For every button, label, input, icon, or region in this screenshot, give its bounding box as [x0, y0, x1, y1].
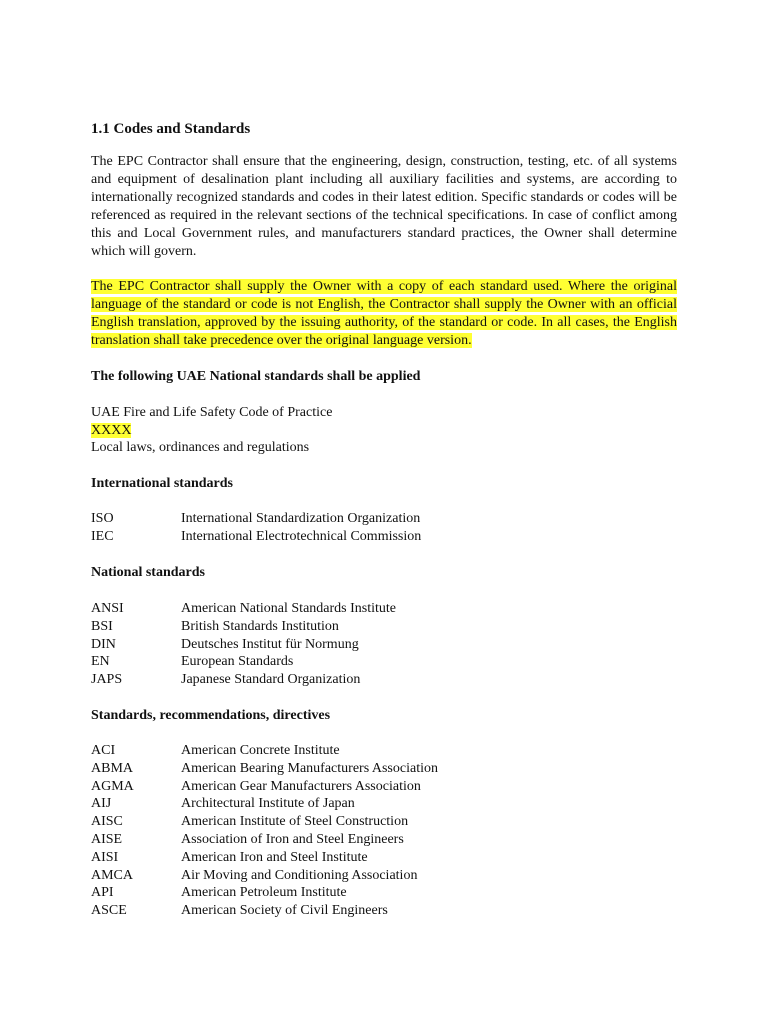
standard-row	[91, 849, 691, 867]
uae-item-local-laws: Local laws, ordinances and regulations	[91, 440, 310, 455]
standard-code: IEC	[91, 528, 114, 544]
standard-code: AISC	[91, 814, 123, 830]
standard-code: AGMA	[91, 778, 134, 794]
recommendations-heading: Standards, recommendations, directives	[91, 708, 331, 723]
standard-row	[91, 760, 691, 778]
standard-row	[91, 795, 691, 813]
standard-code: EN	[91, 654, 110, 670]
standard-row	[91, 742, 691, 760]
standard-row	[91, 884, 691, 902]
highlighted-text: The EPC Contractor shall supply the Owner with a copy of each standard used. Where the original language of the standard or code is not English, the Contractor shall supply the Owner with an official English translation, approved by the issuing authority, of the standard or code. In all cases, the English translation shall take precedence over the original language version.	[91, 279, 677, 348]
standard-code: AIJ	[91, 796, 112, 812]
standard-row	[91, 813, 691, 831]
standard-name: International Electrotechnical Commission	[181, 528, 422, 544]
standard-row	[91, 600, 691, 618]
standards-copy-paragraph	[91, 278, 677, 350]
standard-code: API	[91, 885, 114, 901]
standard-name: American Society of Civil Engineers	[181, 903, 388, 919]
standard-name: American Petroleum Institute	[181, 885, 347, 901]
standard-name: Association of Iron and Steel Engineers	[181, 831, 404, 847]
standard-row	[91, 778, 691, 796]
standard-code: AISI	[91, 849, 119, 865]
standard-row	[91, 618, 691, 636]
standard-name: American National Standards Institute	[181, 601, 396, 616]
standard-row	[91, 636, 691, 654]
international-standards-list	[91, 510, 691, 546]
standard-name: International Standardization Organization	[181, 511, 421, 526]
national-standards-list	[91, 600, 691, 689]
standard-name: American Gear Manufacturers Association	[181, 778, 421, 794]
standard-name: Air Moving and Conditioning Association	[181, 867, 418, 883]
national-standards-heading: National standards	[91, 565, 205, 580]
standard-name: American Iron and Steel Institute	[181, 849, 368, 865]
standard-code: ANSI	[91, 601, 124, 616]
section-title: 1.1 Codes and Standards	[91, 121, 251, 137]
standard-row	[91, 510, 691, 528]
placeholder-highlight: XXXX	[91, 423, 132, 438]
standard-code: ACI	[91, 743, 116, 758]
uae-item-fire-code: UAE Fire and Life Safety Code of Practice	[91, 405, 333, 420]
standard-row	[91, 902, 691, 920]
standard-row	[91, 831, 691, 849]
standard-row	[91, 528, 691, 546]
uae-item-placeholder	[91, 422, 131, 440]
standard-name: Japanese Standard Organization	[181, 672, 361, 688]
standard-row	[91, 653, 691, 671]
standard-code: BSI	[91, 618, 113, 634]
scope-paragraph: The EPC Contractor shall ensure that the engineering, design, construction, testing, etc. of all systems and equipment of desalination plant including all auxiliary facilities and systems, are according to internationally recognized standards and codes in their latest edition. Specific standards or codes will be referenced as required in the relevant sections of the technical specifications. In case of conflict among this and Local Government rules, and manufacturers standard practices, the Owner shall determine which will govern.	[91, 154, 677, 259]
standard-row	[91, 671, 691, 689]
standard-code: AMCA	[91, 867, 134, 883]
international-standards-heading: International standards	[91, 476, 233, 491]
standard-code: AISE	[91, 831, 123, 847]
standard-code: ISO	[91, 511, 114, 526]
standard-name: American Institute of Steel Construction	[181, 814, 409, 830]
recommendations-list	[91, 742, 691, 920]
standard-name: British Standards Institution	[181, 618, 339, 634]
standard-code: DIN	[91, 636, 116, 652]
uae-standards-heading: The following UAE National standards shall be applied	[91, 369, 421, 384]
standard-row	[91, 867, 691, 885]
standard-name: Deutsches Institut für Normung	[181, 636, 359, 652]
standard-code: ASCE	[91, 903, 127, 919]
standard-name: European Standards	[181, 654, 294, 670]
standard-name: Architectural Institute of Japan	[181, 796, 355, 812]
standard-code: ABMA	[91, 760, 134, 776]
standard-name: American Concrete Institute	[181, 743, 340, 758]
standard-code: JAPS	[91, 672, 123, 688]
standard-name: American Bearing Manufacturers Association	[181, 760, 438, 776]
